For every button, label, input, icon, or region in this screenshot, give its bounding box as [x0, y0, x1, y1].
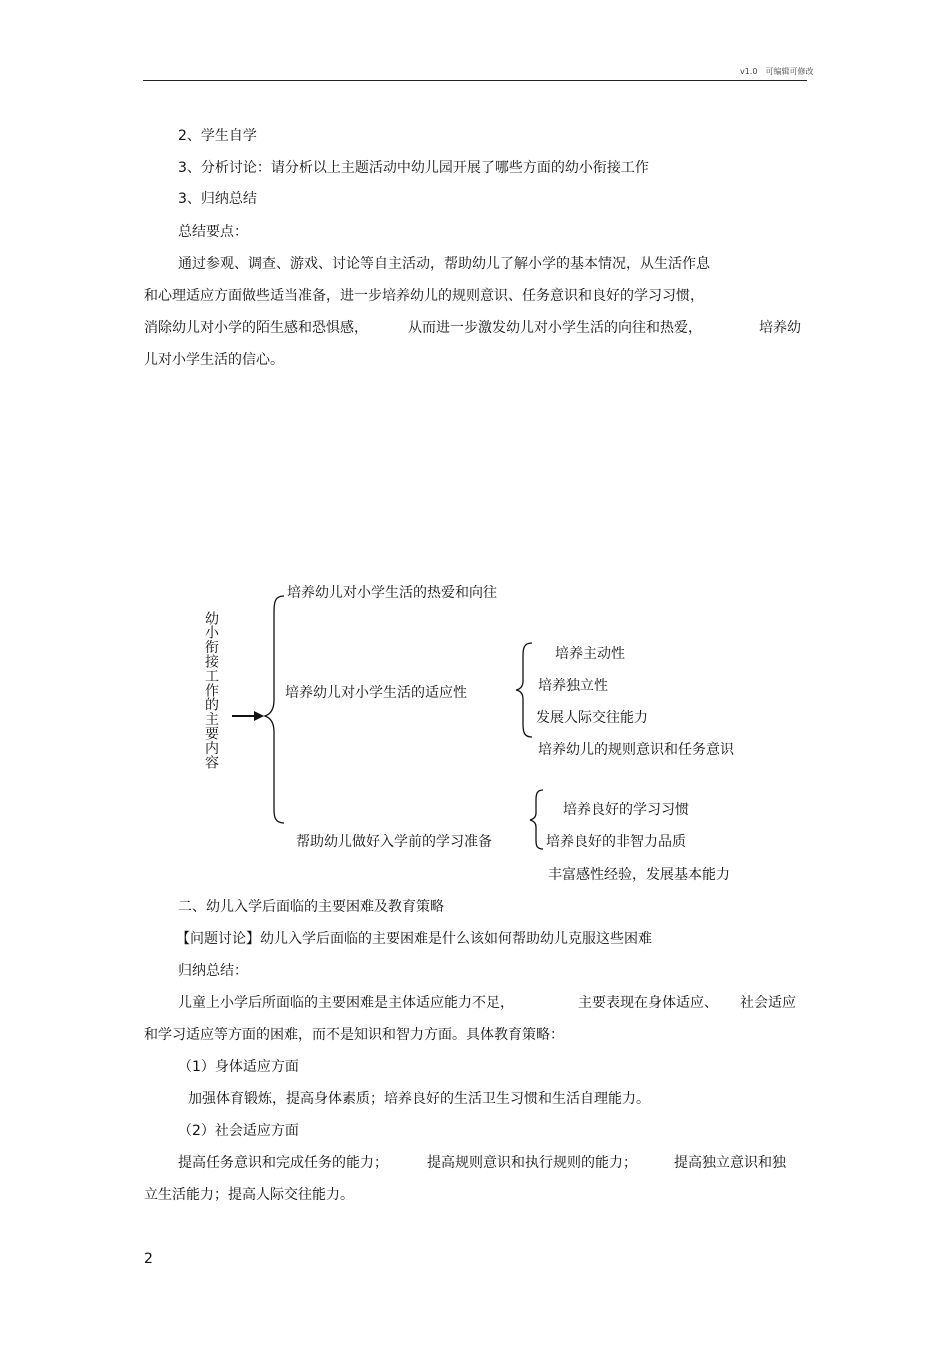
social-line-1b: 提高规则意识和执行规则的能力；: [427, 1155, 637, 1171]
difficulty-line-1c: 社会适应: [740, 995, 796, 1011]
adapt-item-social: 发展人际交往能力: [536, 710, 648, 726]
adaptability-brace: [516, 643, 532, 737]
summary-line-3a: 消除幼儿对小学的陌生感和恐惧感，: [144, 320, 368, 336]
social-line-1c: 提高独立意识和独: [674, 1155, 786, 1171]
learn-item-nonintellectual: 培养良好的非智力品质: [546, 834, 686, 850]
section2-heading: 二、幼儿入学后面临的主要困难及教育策略: [178, 899, 444, 915]
summary-line-3c: 培养幼: [759, 320, 801, 336]
summary-line-4: 儿对小学生活的信心。: [144, 352, 284, 368]
summary-line-2: 和心理适应方面做些适当准备，进一步培养幼儿的规则意识、任务意识和良好的学习习惯，: [144, 288, 704, 304]
summary-label: 总结要点：: [178, 224, 248, 240]
difficulty-line-1b: 主要表现在身体适应、: [578, 995, 718, 1011]
difficulty-line-2: 和学习适应等方面的困难，而不是知识和智力方面。具体教育策略：: [144, 1027, 564, 1043]
summary-line-3b: 从而进一步激发幼儿对小学生活的向往和热爱，: [408, 320, 702, 336]
difficulty-line-1a: 儿童上小学后所面临的主要困难是主体适应能力不足，: [178, 995, 514, 1011]
header-version-note: v1.0 可编辑可修改: [740, 67, 814, 76]
branch-adaptability: 培养幼儿对小学生活的适应性: [285, 685, 467, 701]
physical-heading: （1）身体适应方面: [178, 1059, 299, 1075]
learn-item-experience: 丰富感性经验，发展基本能力: [548, 867, 730, 883]
branch-learning-prep: 帮助幼儿做好入学前的学习准备: [296, 834, 492, 850]
branch-love-school: 培养幼儿对小学生活的热爱和向往: [287, 585, 497, 601]
physical-text: 加强体育锻炼，提高身体素质；培养良好的生活卫生习惯和生活自理能力。: [188, 1091, 650, 1107]
learn-item-habits: 培养良好的学习习惯: [563, 802, 689, 818]
social-line-2: 立生活能力；提高人际交往能力。: [144, 1187, 354, 1203]
adapt-item-initiative: 培养主动性: [555, 646, 625, 662]
summary-line-1: 通过参观、调查、游戏、讨论等自主活动，帮助幼儿了解小学的基本情况，从生活作息: [178, 256, 710, 272]
adapt-item-independence: 培养独立性: [538, 678, 608, 694]
item-summary: 3、归纳总结: [178, 191, 257, 207]
diagram-title: 幼小衔接工作的主要内容: [203, 611, 219, 770]
item-discussion: 3、分析讨论：请分析以上主题活动中幼儿园开展了哪些方面的幼小衔接工作: [178, 160, 649, 176]
section2-question: 【问题讨论】幼儿入学后面临的主要困难是什么该如何帮助幼儿克服这些困难: [176, 931, 652, 947]
adapt-item-rules: 培养幼儿的规则意识和任务意识: [538, 742, 734, 758]
social-line-1a: 提高任务意识和完成任务的能力；: [178, 1155, 388, 1171]
social-heading: （2）社会适应方面: [178, 1123, 299, 1139]
arrow-head: [254, 711, 264, 721]
item-self-study: 2、学生自学: [178, 128, 257, 144]
main-brace: [265, 596, 284, 823]
page-number: 2: [144, 1251, 153, 1267]
learning-brace: [530, 790, 543, 849]
section2-summary-label: 归纳总结：: [178, 963, 248, 979]
